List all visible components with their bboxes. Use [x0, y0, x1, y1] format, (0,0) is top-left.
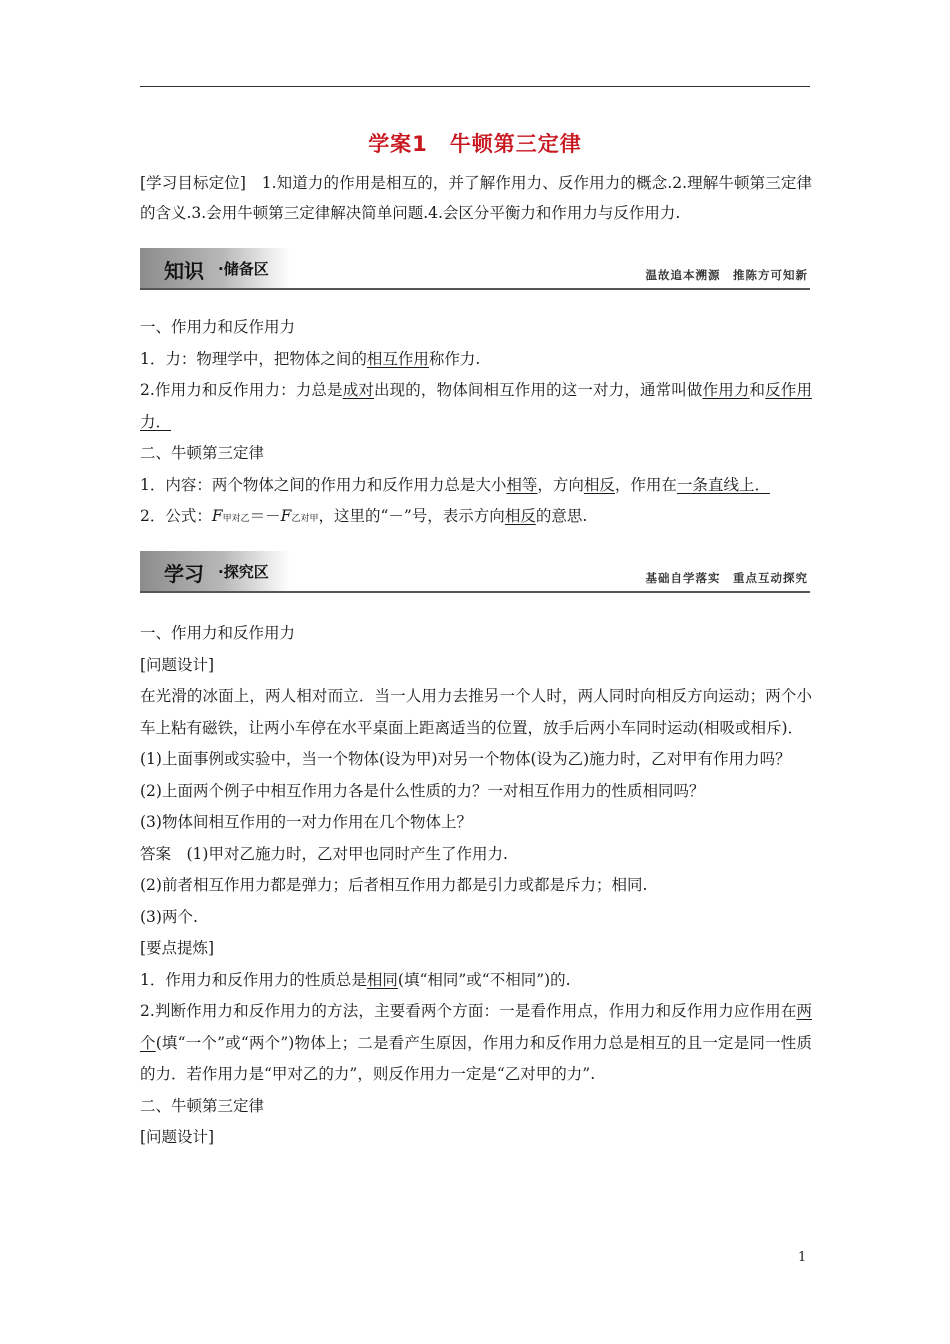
banner-sub: ·储备区	[218, 260, 269, 278]
keypoints-label: [要点提炼]	[140, 939, 215, 957]
blank-answer: 相同	[366, 970, 398, 989]
paragraph-formula: 2．公式：F甲对乙＝－F乙对甲，这里的“－”号，表示方向相反的意思.	[140, 507, 588, 525]
blank-answer: 成对	[342, 381, 374, 399]
learning-goals	[140, 168, 812, 228]
answer-2: (2)前者相互作用力都是弹力；后者相互作用力都是引力或都是斥力；相同.	[140, 876, 648, 894]
blank-answer: 相反	[504, 507, 536, 525]
blank-answer: 一条直线上．	[676, 475, 770, 494]
problem-design-label: [问题设计]	[140, 655, 215, 674]
heading-1: 一、作用力和反作用力	[140, 318, 296, 336]
header-rule	[140, 86, 810, 87]
keypoint-1: 1．作用力和反作用力的性质总是相同(填“相同”或“不相同”)的.	[140, 970, 571, 989]
blank-answer: 相等	[506, 475, 538, 494]
blank-answer: 作用力	[702, 381, 750, 399]
question-1: (1)上面事例或实验中，当一个物体(设为甲)对另一个物体(设为乙)施力时，乙对甲有作用力吗？	[140, 750, 791, 768]
banner-main: 学习	[164, 562, 204, 586]
banner-sub: ·探究区	[218, 563, 269, 581]
keypoint-2: 2.判断作用力和反作用力的方法，主要看两个方面：一是看作用点，作用力和反作用力应作用在两个(填“一个”或“两个”)物体上；二是看产生原因，作用力和反作用力总是相互的且一定是同一性质的力．若作用力是“甲对乙的力”，则反作用力一定是“乙对甲的力”.	[140, 1002, 812, 1083]
blank-answer: 反作用力．	[140, 381, 812, 431]
question-2: (2)上面两个例子中相互作用力各是什么性质的力？一对相互作用力的性质相同吗？	[140, 781, 705, 800]
banner-main: 知识	[164, 259, 204, 283]
question-3: (3)物体间相互作用的一对力作用在几个物体上？	[140, 813, 472, 831]
blank-answer: 相互作用	[366, 349, 429, 368]
paragraph: 2.作用力和反作用力：力总是成对出现的，物体间相互作用的这一对力，通常叫做作用力和反作用力．	[140, 381, 812, 431]
blank-answer: 相反	[583, 475, 615, 494]
page-title: 学案1 牛顿第三定律	[368, 132, 582, 156]
page-number: 1	[798, 1250, 807, 1265]
banner-motto: 温故追本溯源 推陈方可知新	[645, 268, 808, 282]
scenario: 在光滑的冰面上，两人相对而立．当一人用力去推另一个人时，两人同时向相反方向运动；两个小车上粘有磁铁，让两小车停在水平桌面上距离适当的位置，放手后两小车同时运动(相吸或相斥)．	[140, 687, 812, 737]
answer-3: (3)两个.	[140, 907, 198, 926]
knowledge-section	[140, 312, 812, 536]
heading-2: 二、牛顿第三定律	[140, 1096, 265, 1115]
paragraph: 1．内容：两个物体之间的作用力和反作用力总是大小相等，方向相反，作用在一条直线上．	[140, 475, 770, 494]
goal-text: 1.知道力的作用是相互的，并了解作用力、反作用力的概念.2.理解牛顿第三定律的含义.3.会用牛顿第三定律解决简单问题.4.会区分平衡力和作用力与反作用力.	[140, 174, 812, 222]
section-banner-study	[140, 551, 810, 593]
goal-label: [学习目标定位]	[140, 174, 246, 192]
paragraph: 1．力：物理学中，把物体之间的相互作用称作力.	[140, 349, 481, 368]
blank-answer: 两个	[140, 1002, 812, 1052]
answer-1: 答案 (1)甲对乙施力时，乙对甲也同时产生了作用力.	[140, 844, 508, 863]
banner-motto: 基础自学落实 重点互动探究	[645, 571, 808, 585]
heading-1: 一、作用力和反作用力	[140, 624, 296, 642]
section-banner-knowledge	[140, 248, 810, 290]
problem-design-label: [问题设计]	[140, 1128, 215, 1146]
study-section	[140, 618, 812, 1154]
heading-2: 二、牛顿第三定律	[140, 444, 265, 462]
